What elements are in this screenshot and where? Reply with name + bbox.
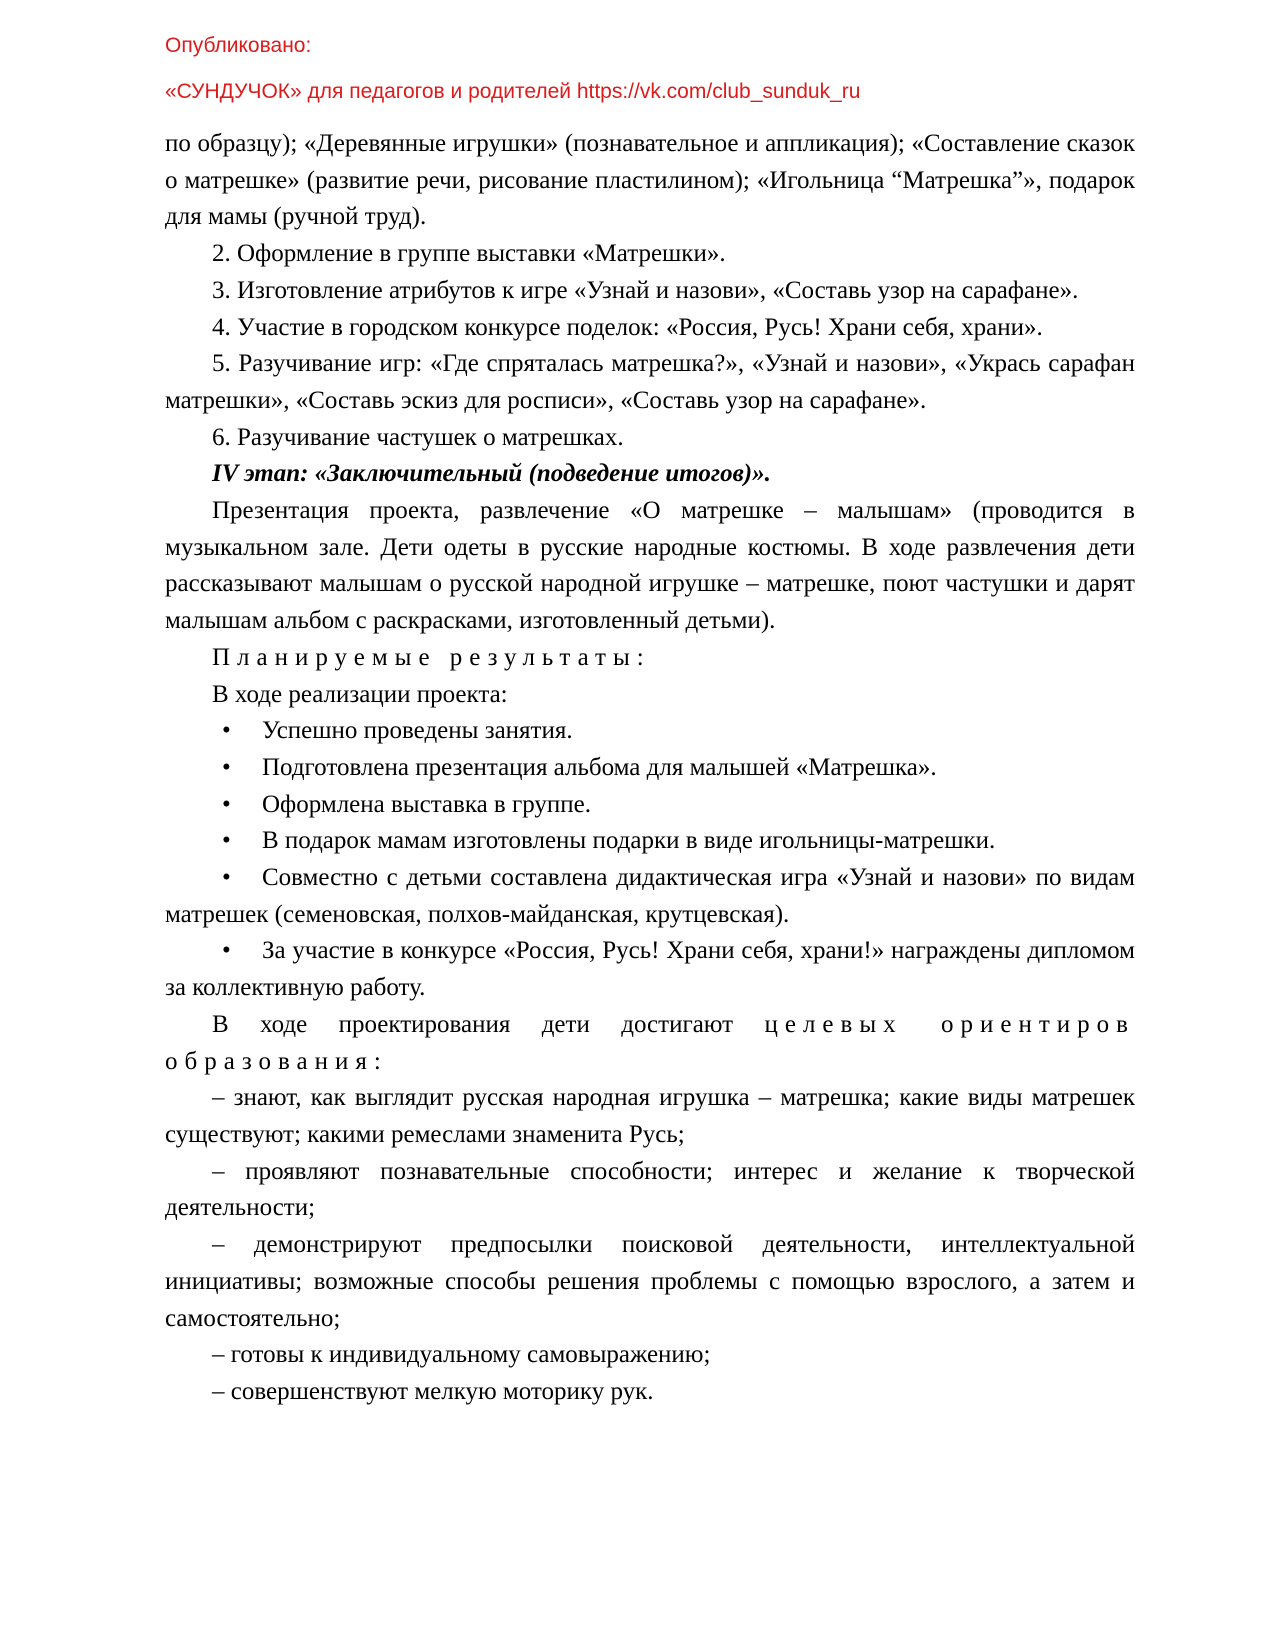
result-bullet-text: В подарок мамам изготовлены подарки в виде игольницы-матрешки. [262,827,996,855]
result-bullet-text: За участие в конкурсе «Россия, Русь! Храни себя, храни!» награждены дипломом за коллективную работу. [165,937,1135,1002]
results-intro: В ходе реализации проекта: [212,680,508,708]
result-bullet-text: Успешно проведены занятия. [262,717,573,745]
targets-intro-normal: В ходе проектирования дети достигают [212,1010,765,1038]
result-bullet-4 [165,823,1135,860]
numbered-item-2: 2. Оформление в группе выставки «Матрешки». [212,240,726,268]
bullet-icon: • [222,827,231,855]
bullet-icon: • [222,790,231,818]
targets-intro [165,1007,1135,1080]
source-line: «СУНДУЧОК» для педагогов и родителей https://vk.com/club_sunduk_ru [165,80,861,103]
targets-intro-spaced: целевых ориентиров образования: [165,1010,1135,1075]
result-bullet-3 [165,787,1135,824]
bullet-icon: • [222,753,231,781]
result-bullet-text: Подготовлена презентация альбома для малышей «Матрешка». [262,753,937,781]
numbered-item-4: 4. Участие в городском конкурсе поделок: «Россия, Русь! Храни себя, храни». [212,313,1043,341]
result-bullet-5 [165,860,1135,933]
planned-results-heading: Планируемые результаты: [212,643,651,671]
intro-continuation-paragraph: по образцу); «Деревянные игрушки» (познавательное и аппликация); «Составление сказок о матрешке» (развитие речи, рисование пластилином); «Игольница “Матрешка”», подарок для мамы (ручной труд). [165,130,1135,231]
target-item-1: – знают, как выглядит русская народная игрушка – матрешка; какие виды матрешек существуют; какими ремеслами знаменита Русь; [165,1084,1135,1148]
target-item-3: – демонстрируют предпосылки поисковой деятельности, интеллектуальной инициативы; возможные способы решения проблемы с помощью взрослого, а затем и самостоятельно; [165,1231,1135,1332]
numbered-item-5: 5. Разучивание игр: «Где спряталась матрешка?», «Узнай и назови», «Укрась сарафан матрешки», «Составь эскиз для росписи», «Составь узор на сарафане». [165,350,1135,414]
bullet-icon: • [222,937,231,965]
result-bullet-text: Совместно с детьми составлена дидактическая игра «Узнай и назови» по видам матрешек (семеновская, полхов-майданская, крутцевская). [165,864,1135,928]
result-bullet-1 [165,713,1135,750]
bullet-icon: • [222,864,231,892]
target-item-2: – проявляют познавательные способности; интерес и желание к творческой деятельности; [165,1157,1135,1222]
target-item-4: – готовы к индивидуальному самовыражению; [212,1341,711,1369]
target-item-5: – совершенствуют мелкую моторику рук. [212,1377,654,1405]
numbered-item-6: 6. Разучивание частушек о матрешках. [212,423,624,451]
published-label: Опубликовано: [165,34,312,57]
result-bullet-text: Оформлена выставка в группе. [262,790,592,818]
stage-heading: IV этап: «Заключительный (подведение итогов)». [212,460,771,488]
numbered-item-3: 3. Изготовление атрибутов к игре «Узнай и назови», «Составь узор на сарафане». [212,276,1079,304]
bullet-icon: • [222,717,231,745]
result-bullet-6 [165,933,1135,1006]
result-bullet-2 [165,750,1135,787]
presentation-paragraph: Презентация проекта, развлечение «О матрешке – малышам» (проводится в музыкальном зале. Дети одеты в русские народные костюмы. В ходе развлечения дети рассказывают малышам о русской народной игрушке – матрешке, поют частушки и дарят малышам альбом с раскрасками, изготовленный детьми). [165,497,1135,635]
